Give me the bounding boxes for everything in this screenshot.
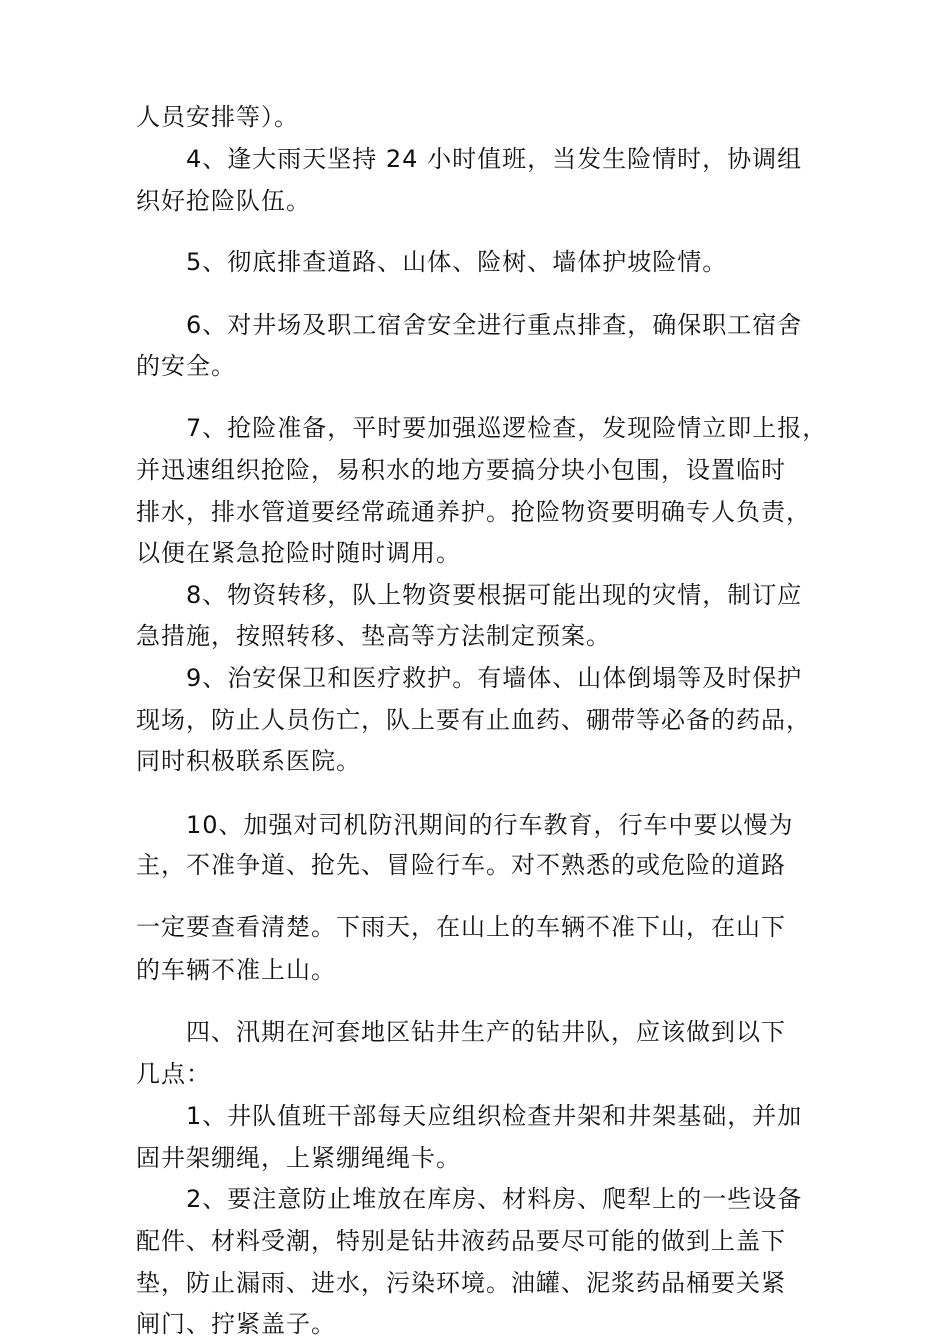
text-line: 现场，防止人员伤亡，队上要有止血药、硼带等必备的药品，: [136, 706, 811, 734]
text-line: 几点：: [136, 1060, 211, 1088]
text-line: 同时积极联系医院。: [136, 747, 361, 775]
text-line: 人员安排等）。: [136, 103, 299, 131]
section-heading-4: 四、汛期在河套地区钻井生产的钻井队，应该做到以下: [186, 1018, 786, 1046]
list-item-1: 1、井队值班干部每天应组织检查井架和井架基础，并加: [186, 1102, 803, 1130]
text-line: 闸门、拧紧盖子。: [136, 1310, 336, 1338]
text-line: 急措施，按照转移、垫高等方法制定预案。: [136, 622, 611, 650]
list-item-9: 9、治安保卫和医疗救护。有墙体、山体倒塌等及时保护: [186, 664, 803, 692]
list-item-10: 10、加强对司机防汛期间的行车教育，行车中要以慢为: [186, 811, 794, 839]
text-line: 固井架绷绳，上紧绷绳绳卡。: [136, 1144, 461, 1172]
list-item-6: 6、对井场及职工宿舍安全进行重点排查，确保职工宿舍: [186, 311, 803, 339]
text-line: 配件、材料受潮，特别是钻井液药品要尽可能的做到上盖下: [136, 1227, 786, 1255]
text-line: 的车辆不准上山。: [136, 956, 336, 984]
text-line: 织好抢险队伍。: [136, 187, 311, 215]
text-line: 排水，排水管道要经常疏通养护。抢险物资要明确专人负责，: [136, 498, 811, 526]
text-line: 一定要查看清楚。下雨天，在山上的车辆不准下山，在山下: [136, 913, 786, 941]
text-line: 并迅速组织抢险，易积水的地方要搞分块小包围，设置临时: [136, 456, 786, 484]
text-line: 主，不准争道、抢先、冒险行车。对不熟悉的或危险的道路: [136, 851, 786, 879]
list-item-7: 7、抢险准备，平时要加强巡逻检查，发现险情立即上报，: [186, 414, 828, 442]
text-line: 以便在紧急抢险时随时调用。: [136, 539, 461, 567]
list-item-2: 2、要注意防止堆放在库房、材料房、爬犁上的一些设备: [186, 1185, 803, 1213]
list-item-4: 4、逢大雨天坚持 24 小时值班，当发生险情时，协调组: [186, 145, 803, 173]
list-item-8: 8、物资转移，队上物资要根据可能出现的灾情，制订应: [186, 581, 803, 609]
list-item-5: 5、彻底排查道路、山体、险树、墙体护坡险情。: [186, 248, 728, 276]
text-line: 的安全。: [136, 352, 236, 380]
text-line: 垫，防止漏雨、进水，污染环境。油罐、泥浆药品桶要关紧: [136, 1269, 786, 1297]
